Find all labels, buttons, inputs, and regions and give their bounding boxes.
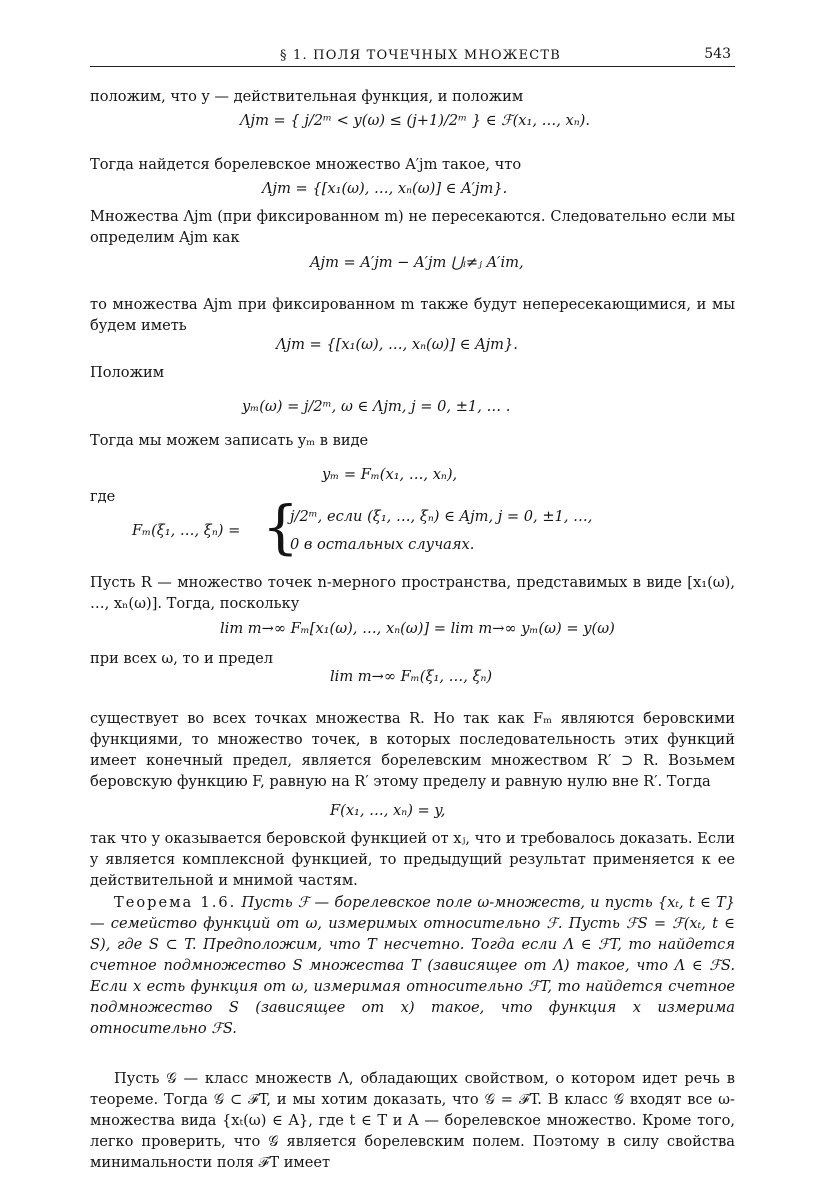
equation-9: lim m→∞ Fₘ(ξ₁, …, ξₙ)	[330, 668, 493, 685]
running-header	[90, 40, 735, 67]
paragraph: при всех ω, то и предел	[90, 650, 273, 667]
piecewise-definition	[132, 493, 732, 562]
paragraph: где	[90, 488, 116, 505]
equation-5: yₘ(ω) = j/2ᵐ, ω ∈ Λjm, j = 0, ±1, … .	[242, 398, 511, 415]
page-number: 543	[704, 46, 731, 62]
theorem-heading: Теорема 1.6.	[114, 894, 237, 911]
piecewise-lhs: Fₘ(ξ₁, …, ξₙ) =	[132, 522, 241, 539]
equation-8: lim m→∞ Fₘ[x₁(ω), …, xₙ(ω)] = lim m→∞ yₘ(ω) = y(ω)	[220, 620, 615, 637]
running-title: § 1. ПОЛЯ ТОЧЕЧНЫХ МНОЖЕСТВ	[280, 48, 562, 63]
piecewise-case-2: 0 в остальных случаях.	[290, 536, 475, 553]
equation-2: Λjm = {[x₁(ω), …, xₙ(ω)] ∈ A′jm}.	[262, 180, 508, 197]
left-brace-icon: {	[262, 493, 299, 561]
piecewise-case-1: j/2ᵐ, если (ξ₁, …, ξₙ) ∈ Ajm, j = 0, ±1, …,	[290, 508, 593, 525]
paragraph: то множества Ajm при фиксированном m также будут непересекающимися, и мы будем иметь	[90, 296, 735, 334]
theorem-statement: Пусть ℱ — борелевское поле ω-множеств, и пусть {xₜ, t ∈ T} — семейство функций от ω, измеримых относительно ℱ. Пусть ℱS = ℱ(xₜ, t ∈ S), где S ⊂ T. Предположим, что T несчетно. Тогда если Λ ∈ ℱT, то найдется счетное подмножество S множества T (зависящее от Λ) такое, что Λ ∈ ℱS. Если x есть функция от ω, измеримая относительно ℱT, то найдется счетное подмножество S (зависящее от x) такое, что функция x измерима относительно ℱS.	[90, 894, 736, 1037]
page	[90, 40, 736, 1171]
paragraph: Пусть R — множество точек n-мерного пространства, представимых в виде [x₁(ω), …, xₙ(ω)]. Тогда, поскольку	[90, 574, 735, 612]
paragraph: Множества Λjm (при фиксированном m) не пересекаются. Следовательно если мы определим Ajm как	[90, 208, 735, 246]
paragraph: существует во всех точках множества R. Но так как Fₘ являются беровскими функциями, то множество точек, в которых последовательность этих функций имеет конечный предел, является борелевским множеством R′ ⊃ R. Возьмем беровскую функцию F, равную на R′ этому пределу и равную нулю вне R′. Тогда	[90, 710, 735, 790]
paragraph: положим, что y — действительная функция, и положим	[90, 88, 524, 105]
equation-10: F(x₁, …, xₙ) = y,	[330, 802, 446, 819]
paragraph: так что y оказывается беровской функцией от xⱼ, что и требовалось доказать. Если y является комплексной функцией, то предыдущий результат применяется к ее действительной и мнимой частям.	[90, 830, 735, 889]
paragraph: Положим	[90, 364, 165, 381]
equation-3: Ajm = A′jm − A′jm ⋃ᵢ≠ⱼ A′im,	[310, 254, 524, 271]
paragraph: Тогда найдется борелевское множество A′jm такое, что	[90, 156, 522, 173]
equation-6: yₘ = Fₘ(x₁, …, xₙ),	[322, 466, 458, 483]
paragraph: Тогда мы можем записать yₘ в виде	[90, 432, 369, 449]
equation-1: Λjm = { j/2ᵐ < y(ω) ≤ (j+1)/2ᵐ } ∈ ℱ(x₁, …, xₙ).	[240, 112, 591, 129]
equation-4: Λjm = {[x₁(ω), …, xₙ(ω)] ∈ Ajm}.	[276, 336, 518, 353]
theorem-1-6	[90, 892, 735, 1039]
proof-paragraph: Пусть 𝒢 — класс множеств Λ, обладающих свойством, о котором идет речь в теореме. Тогда 𝒢 ⊂ ℱT, и мы хотим доказать, что 𝒢 = ℱT. В класс 𝒢 входят все ω-множества вида {xₜ(ω) ∈ A}, где t ∈ T и A — борелевское множество. Кроме того, легко проверить, что 𝒢 является борелевским полем. Поэтому в силу свойства минимальности поля ℱT имеет	[90, 1070, 735, 1171]
